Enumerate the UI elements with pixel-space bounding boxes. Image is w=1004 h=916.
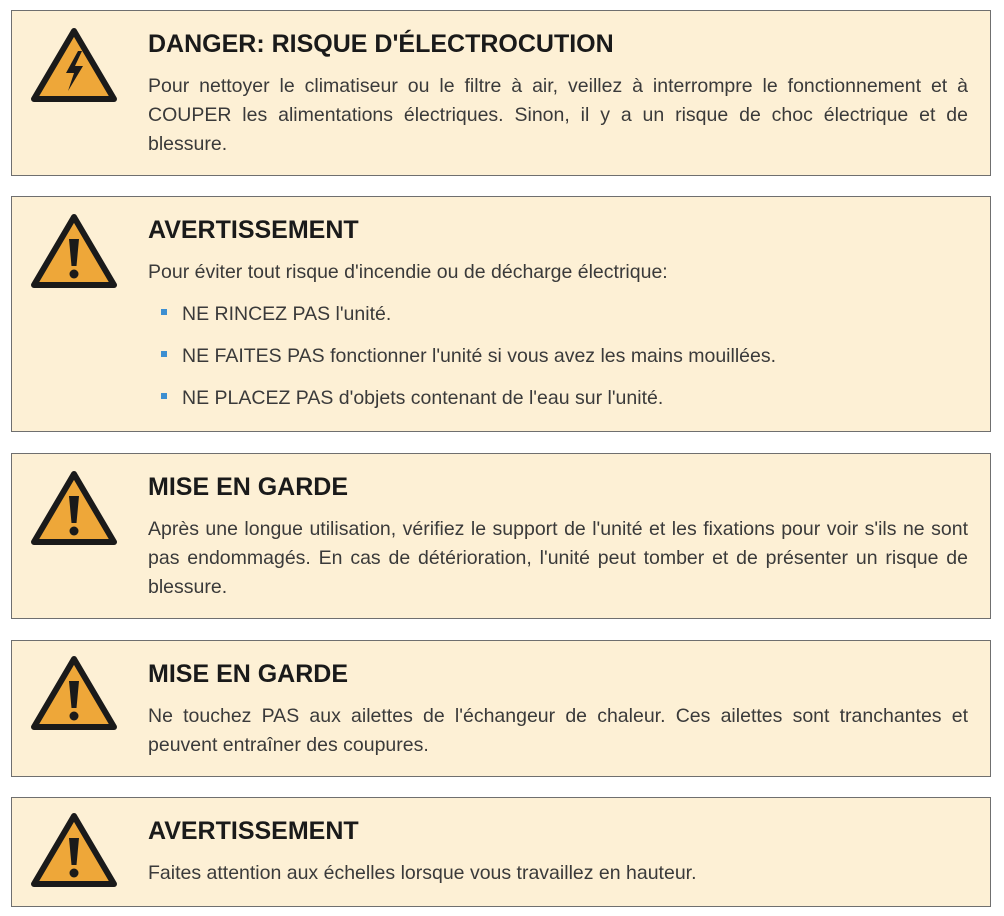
- notice-title: MISE EN GARDE: [148, 473, 349, 501]
- list-item-text: NE RINCEZ PAS l'unité.: [182, 303, 392, 325]
- list-item: [148, 384, 968, 413]
- warning-notice: [11, 196, 991, 432]
- bullet-icon: [161, 351, 167, 357]
- exclamation-warning-icon: [29, 468, 119, 548]
- exclamation-warning-icon: [29, 810, 119, 890]
- notice-title: DANGER: RISQUE D'ÉLECTROCUTION: [148, 30, 614, 58]
- notice-title: AVERTISSEMENT: [148, 817, 359, 845]
- electric-shock-warning-icon: [29, 25, 119, 105]
- notice-text: Ne touchez PAS aux ailettes de l'échangeur de chaleur. Ces ailettes sont tranchantes et peuvent entraîner des coupures.: [148, 705, 968, 756]
- exclamation-warning-icon: [29, 653, 119, 733]
- bullet-icon: [161, 309, 167, 315]
- list-item-text: NE FAITES PAS fonctionner l'unité si vous avez les mains mouillées.: [182, 345, 777, 367]
- notice-text: Pour nettoyer le climatiseur ou le filtre à air, veillez à interrompre le fonctionnement et à COUPER les alimentations électriques. Sinon, il y a un risque de choc électrique et de blessure.: [148, 75, 968, 155]
- list-item: [148, 300, 968, 329]
- exclamation-warning-icon: [29, 211, 119, 291]
- notice-title: AVERTISSEMENT: [148, 216, 359, 244]
- bullet-list: [148, 300, 968, 413]
- notice-text: Après une longue utilisation, vérifiez le support de l'unité et les fixations pour voir s'ils ne sont pas endommagés. En cas de détérioration, l'unité peut tomber et de présenter un risque de blessure.: [148, 518, 968, 598]
- bullet-icon: [161, 393, 167, 399]
- caution-notice: [11, 453, 991, 619]
- notice-text: Faites attention aux échelles lorsque vous travaillez en hauteur.: [148, 862, 697, 884]
- warning-notice: [11, 797, 991, 907]
- list-item-text: NE PLACEZ PAS d'objets contenant de l'eau sur l'unité.: [182, 387, 664, 409]
- notice-text: Pour éviter tout risque d'incendie ou de décharge électrique:: [148, 261, 668, 283]
- danger-notice: [11, 10, 991, 176]
- list-item: [148, 342, 968, 371]
- notice-title: MISE EN GARDE: [148, 660, 349, 688]
- caution-notice: [11, 640, 991, 777]
